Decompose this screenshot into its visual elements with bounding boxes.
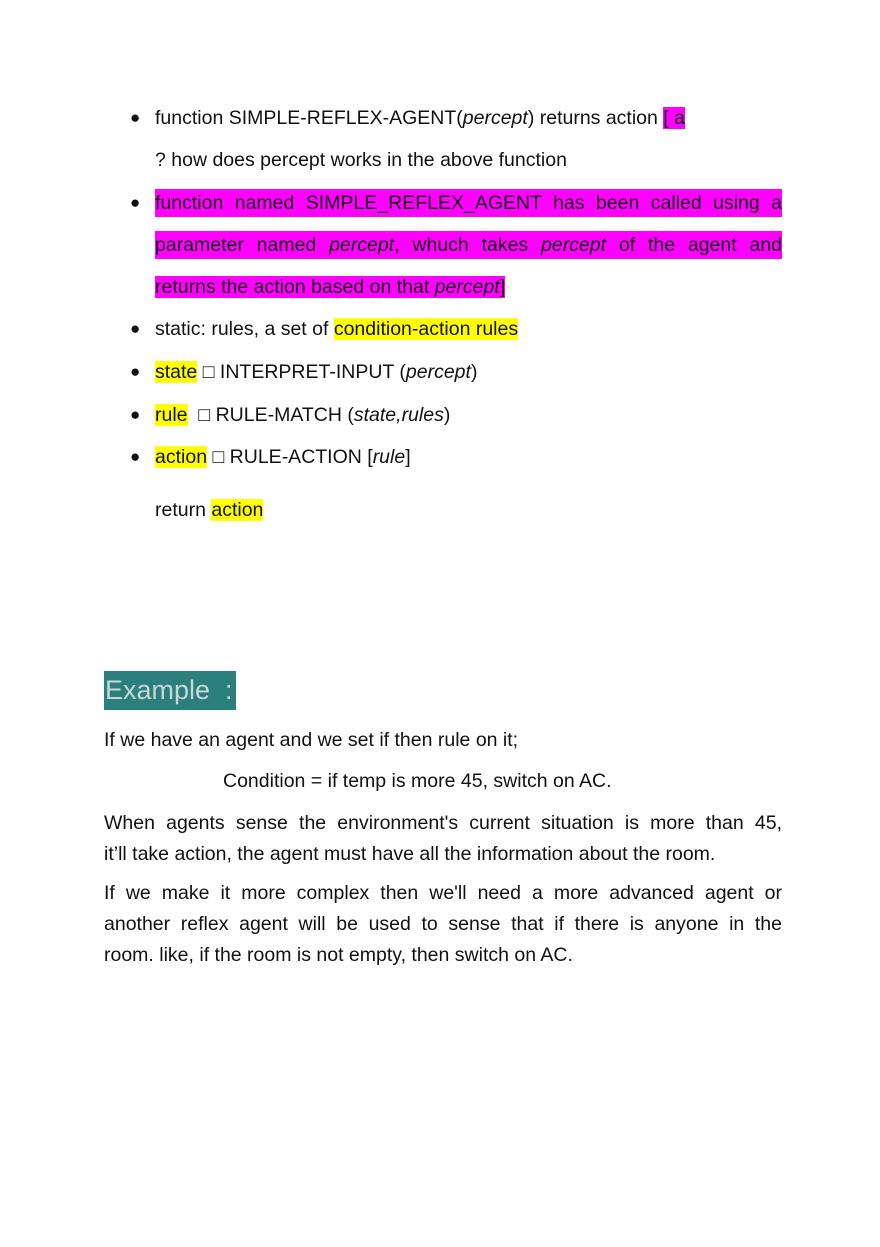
bullet-item-explanation-line2 xyxy=(155,231,782,259)
bullet-dot-icon: ● xyxy=(130,193,141,212)
bullet-text xyxy=(155,443,411,471)
paragraph-2-line-2: another reflex agent will be used to sense that if there is anyone in the xyxy=(104,913,782,935)
yellow-highlight-return-action: action xyxy=(211,499,264,521)
bullet-dot-icon: ● xyxy=(130,319,141,338)
example-paragraph-2 xyxy=(104,878,782,971)
paragraph-1-line-2: it’ll take action, the agent must have all the information about the room. xyxy=(104,843,716,865)
yellow-highlight-rule: rule xyxy=(155,404,188,426)
question-line: ? how does percept works in the above function xyxy=(155,149,567,171)
bullet-item-explanation-line1 xyxy=(155,189,782,217)
bullet-dot-icon: ● xyxy=(130,362,141,381)
rule-action-close: ] xyxy=(405,446,411,468)
yellow-highlight-state: state xyxy=(155,361,198,383)
example-intro: If we have an agent and we set if then rule on it; xyxy=(104,729,519,751)
line3-italic-b: percept xyxy=(434,276,500,298)
rule-match-close: ) xyxy=(443,404,451,426)
example-condition: Condition = if temp is more 45, switch on AC. xyxy=(223,770,612,792)
line2-text-c: , whuch takes xyxy=(394,234,541,256)
interpret-input-close: ) xyxy=(470,361,478,383)
yellow-highlight-condition-action-rules: condition-action rules xyxy=(333,318,519,340)
bullet-text xyxy=(155,358,477,386)
missing-glyph-icon: □ xyxy=(207,446,230,468)
bullet-dot-icon: ● xyxy=(130,108,141,127)
example-heading: Example : xyxy=(104,671,236,710)
signature-suffix: ) returns action xyxy=(527,107,658,129)
magenta-highlight-line3 xyxy=(155,276,505,298)
line2-italic-d: percept xyxy=(541,234,607,256)
bullet-item-explanation-line3 xyxy=(155,273,505,301)
bullet-text xyxy=(155,104,685,132)
example-paragraph-1 xyxy=(104,808,782,870)
bullet-dot-icon: ● xyxy=(130,447,141,466)
paragraph-2-line-1: If we make it more complex then we'll need a more advanced agent or xyxy=(104,882,782,904)
rule-action-arg: rule xyxy=(372,446,406,468)
rule-match-text: RULE-MATCH ( xyxy=(215,404,354,426)
line3-text-a: returns the action based on that xyxy=(155,276,435,298)
line2-text-a: parameter named xyxy=(155,234,330,256)
bullet-text xyxy=(155,401,450,429)
magenta-highlight-line1: function named SIMPLE_REFLEX_AGENT has been called using a xyxy=(155,189,782,217)
return-line xyxy=(155,496,263,524)
interpret-input-text: INTERPRET-INPUT ( xyxy=(219,361,406,383)
line2-italic-b: percept xyxy=(329,234,395,256)
line2-text-e: of the agent and xyxy=(606,234,782,256)
signature-arg: percept xyxy=(462,107,528,129)
missing-glyph-icon: □ xyxy=(197,361,220,383)
interpret-input-arg: percept xyxy=(405,361,471,383)
line3-text-c: ] xyxy=(499,276,506,298)
signature-prefix: function SIMPLE-REFLEX-AGENT( xyxy=(155,107,463,129)
missing-glyph-icon: □ xyxy=(187,404,216,426)
magenta-highlight-line2 xyxy=(155,231,782,259)
rule-action-text: RULE-ACTION [ xyxy=(229,446,373,468)
paragraph-2-line-3: room. like, if the room is not empty, then switch on AC. xyxy=(104,944,573,966)
return-keyword: return xyxy=(155,499,212,521)
bullet-dot-icon: ● xyxy=(130,405,141,424)
magenta-highlight-bracket: [ a xyxy=(663,107,685,129)
paragraph-1-line-1: When agents sense the environment's current situation is more than 45, xyxy=(104,812,782,834)
static-rules-text: static: rules, a set of xyxy=(155,318,334,340)
rule-match-arg: state,rules xyxy=(353,404,444,426)
yellow-highlight-action: action xyxy=(155,446,208,468)
bullet-text xyxy=(155,315,518,343)
